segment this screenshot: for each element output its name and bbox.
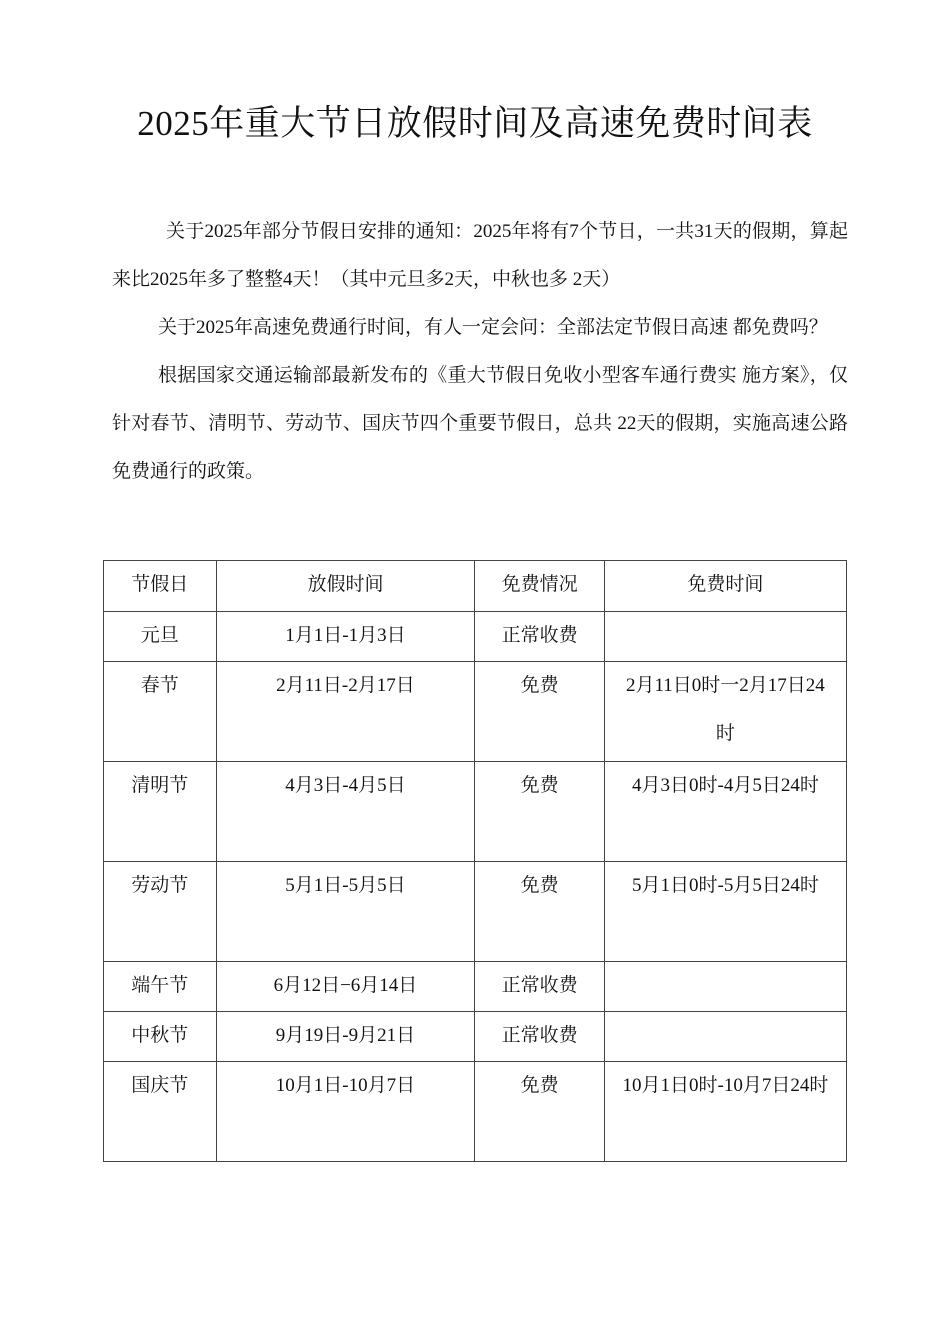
header-status: 免费情况	[475, 561, 604, 612]
table-row	[104, 1012, 847, 1062]
table-row	[104, 1062, 847, 1162]
table-row	[104, 762, 847, 862]
cell-holiday: 清明节	[104, 762, 217, 862]
cell-free-time	[604, 1012, 846, 1062]
free-time-text: 10月1日0时-10月7日24时	[622, 1075, 829, 1096]
cell-free-time	[604, 862, 846, 962]
header-free-time: 免费时间	[604, 561, 846, 612]
cell-period: 10月1日-10月7日	[216, 1062, 475, 1162]
cell-status: 正常收费	[475, 962, 604, 1012]
cell-holiday: 端午节	[104, 962, 217, 1012]
paragraph-holiday-notice: 关于2025年部分节假日安排的通知：2025年将有7个节日，一共31天的假期，算起来比2025年多了整整4天！（其中元旦多2天，中秋也多 2天）	[112, 221, 848, 290]
paragraph-policy: 根据国家交通运输部最新发布的《重大节假日免收小型客车通行费实 施方案》，仅针对春节、清明节、劳动节、国庆节四个重要节假日，总共 22天的假期，实施高速公路免费通行的政策。	[112, 365, 848, 482]
cell-status: 免费	[475, 662, 604, 762]
cell-status: 免费	[475, 862, 604, 962]
cell-free-time	[604, 662, 846, 762]
table-row	[104, 862, 847, 962]
cell-holiday: 国庆节	[104, 1062, 217, 1162]
cell-free-time	[604, 762, 846, 862]
free-time-text: 5月1日0时-5月5日24时	[632, 875, 819, 896]
cell-status: 正常收费	[475, 612, 604, 662]
table-header-row	[104, 561, 847, 612]
cell-period: 6月12日−6月14日	[216, 962, 475, 1012]
table-row	[104, 612, 847, 662]
cell-free-time	[604, 962, 846, 1012]
cell-period: 9月19日-9月21日	[216, 1012, 475, 1062]
table-row	[104, 662, 847, 762]
table-row	[104, 962, 847, 1012]
cell-free-time	[604, 1062, 846, 1162]
cell-holiday: 元旦	[104, 612, 217, 662]
cell-status: 正常收费	[475, 1012, 604, 1062]
paragraph-toll-question: 关于2025年高速免费通行时间，有人一定会问：全部法定节假日高速 都免费吗？	[158, 317, 828, 338]
cell-holiday: 春节	[104, 662, 217, 762]
holiday-toll-table	[103, 560, 847, 1162]
cell-status: 免费	[475, 1062, 604, 1162]
header-period: 放假时间	[216, 561, 475, 612]
cell-holiday: 劳动节	[104, 862, 217, 962]
free-time-text: 4月3日0时-4月5日24时	[632, 775, 819, 796]
cell-period: 2月11日-2月17日	[216, 662, 475, 762]
cell-period: 5月1日-5月5日	[216, 862, 475, 962]
cell-status: 免费	[475, 762, 604, 862]
page-title: 2025年重大节日放假时间及高速免费时间表	[137, 104, 813, 143]
body-text	[112, 208, 848, 496]
free-time-text: 2月11日0时一2月17日24时	[626, 675, 825, 744]
cell-period: 1月1日-1月3日	[216, 612, 475, 662]
cell-holiday: 中秋节	[104, 1012, 217, 1062]
header-holiday: 节假日	[104, 561, 217, 612]
cell-period: 4月3日-4月5日	[216, 762, 475, 862]
cell-free-time	[604, 612, 846, 662]
